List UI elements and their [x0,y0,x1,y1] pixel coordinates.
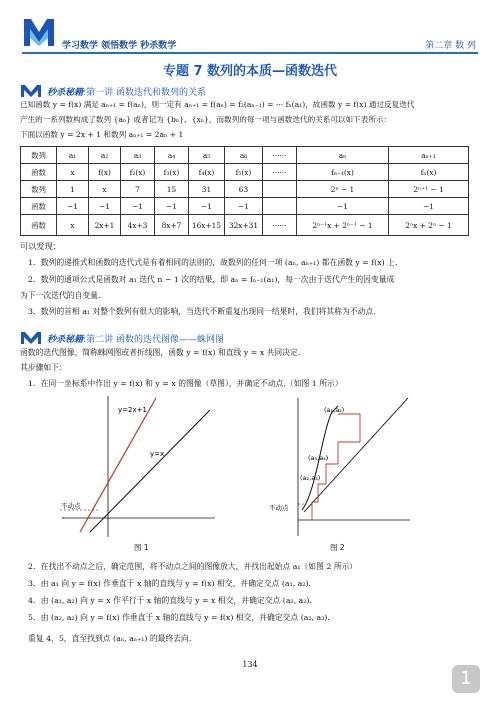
section2-brand: 秒杀秘籍 [47,335,84,345]
page-title: 专题 7 数列的本质—函数迭代 [162,64,338,79]
fig1-label-line2: y=x [150,450,165,458]
section2-header [20,327,225,345]
cobweb-steps-lead: 其步骤如下： [20,363,67,372]
table-cell: −1 [155,198,189,215]
cobweb-step-4: 4．由 (a₁, a₂) 向 y = x 作平行于 x 轴的直线与 y = x 相交，并确定交点 (a₂, a₂). [28,596,312,605]
brand-m-icon [20,84,42,98]
table-cell [263,198,297,215]
table-cell: 2ⁿ⁺¹ − 1 [389,181,469,198]
cobweb-step-3: 3．由 a₁ 向 y = f(x) 作垂直于 x 轴的直线与 y = f(x) 相交，并确定交点 (a₁, a₂). [28,579,311,588]
figure-1 [60,392,220,540]
table-cell: 2ⁿx + 2ⁿ − 1 [389,215,469,236]
intro-line2: 产生的一系列数构成了数列 {aₙ} 或者记为 {bₙ}、{xₙ}，而数列的每一项与函数迭代的关系可以如下表所示： [20,115,392,124]
table-cell: f₅(x) [225,164,263,181]
fig2-label-p3: (a₂,a₃) [300,474,321,482]
table-cell: 16x+15 [189,215,225,236]
table-cell: −1 [189,198,225,215]
table-row [21,181,469,198]
table-cell: 4x+3 [121,215,155,236]
table-cell: 2ⁿ⁻¹x + 2ⁿ⁻¹ − 1 [297,215,389,236]
fig1-caption: 图 1 [134,543,149,552]
sequence-function-table [20,146,469,236]
cobweb-step-1: 1．在同一坐标系中作出 y = f(x) 和 y = x 的图像（草图），并确定不动点.（如图 1 所示） [28,379,343,388]
brand-m-icon [20,331,42,345]
finding-2a: 2．数列的通项公式是函数对 a₁ 迭代 n − 1 次的结果，即 aₙ = fₙ₋₁(a₁)，每一次由于迭代产生的因变量成 [28,275,395,284]
page-number: 134 [242,660,258,669]
table-cell: 2x+1 [89,215,121,236]
section2-heading: :第二讲 函数的迭代图像——蛛网图 [83,335,225,345]
table-cell: −1 [57,198,89,215]
table-cell: 15 [155,181,189,198]
table-row [21,164,469,181]
fig2-caption: 图 2 [330,543,345,552]
table-cell: a₂ [89,147,121,164]
table-row [21,198,469,215]
table-cell: f₄(x) [189,164,225,181]
table-cell: f₃(x) [155,164,189,181]
table-row [21,147,469,164]
finding-1: 1．数列的递推式和函数的迭代式是有着相同的法则的，故数列的任何一项 (aₙ, aₙ₊₁) 都在函数 y = f(x) 上. [28,258,398,267]
fig2-label-p1: (a₁,a₂) [324,406,345,414]
table-cell [263,181,297,198]
table-cell: a₄ [155,147,189,164]
table-row [21,215,469,236]
table-cell: fₙ₋₁(x) [297,164,389,181]
logo-mark-icon [22,16,56,48]
table-cell: 31 [189,181,225,198]
table-cell: fₙ(x) [389,164,469,181]
table-cell: aₙ₊₁ [389,147,469,164]
table-cell: aₙ [297,147,389,164]
findings-lead: 可以发现： [20,241,61,251]
page-badge: 1 [452,665,480,693]
cobweb-intro: 函数的迭代图像，简称蛛网图或者折线图，函数 y = f(x) 和直线 y = x 共同决定. [20,348,301,357]
table-cell: ······ [263,215,297,236]
table-cell: 7 [121,181,155,198]
table-cell: 函数 [21,198,57,215]
fig2-label-p2: (a₃,a₄) [308,454,329,462]
cobweb-repeat: 重复 4，5，直至找到点 (aₙ, aₙ₊₁) 的最终去向. [28,634,192,643]
header-chapter: 第二章 数 列 [425,41,476,51]
table-cell: a₃ [121,147,155,164]
table-cell: f(x) [89,164,121,181]
table-cell: −1 [225,198,263,215]
finding-3: 3．数列的首相 a₁ 对整个数列有很大的影响，当迭代不断重复出现同一结果时，我们将其称为不动点. [28,307,376,316]
figure-2 [268,392,416,540]
table-cell: 8x+7 [155,215,189,236]
table-cell: x [89,181,121,198]
table-cell: f₂(x) [121,164,155,181]
table-cell: a₅ [189,147,225,164]
table-cell: x [57,164,89,181]
intro-line1: 已知函数 y = f(x) 满足 aₙ₊₁ = f(aₙ)，则一定有 aₙ₊₁ = f(aₙ) = f₂(aₙ₋₁) = ··· fₙ(a₁)，故函数 y = f(x) 通过反复迭代 [20,100,415,109]
table-cell: 63 [225,181,263,198]
section1-brand: 秒杀秘籍 [47,88,84,98]
table-cell: −1 [389,198,469,215]
fig1-label-line1: y=2x+1 [118,406,147,414]
table-cell: 1 [57,181,89,198]
table-cell: a₆ [225,147,263,164]
table-cell: −1 [89,198,121,215]
fig1-label-fixed: 不动点 [61,502,81,510]
table-cell: 函数 [21,215,57,236]
table-cell: x [57,215,89,236]
intro-line3: 下面以函数 y = 2x + 1 和数列 aₙ₊₁ = 2aₙ + 1 [20,130,184,139]
header-divider [22,52,478,54]
table-cell: −1 [121,198,155,215]
section1-header [20,80,207,98]
fig1-line-2x-plus-1 [80,398,156,532]
cobweb-step-2: 2．在找出不动点之后，确定范围，将不动点之间的图像放大，并找出起始点 a₁（如图 2 所示） [28,562,358,571]
table-cell: 2ⁿ − 1 [297,181,389,198]
finding-2b: 为下一次迭代的自变量. [20,291,101,300]
table-cell: −1 [297,198,389,215]
header-slogan: 学习数学 领悟数学 秒杀数学 [62,41,177,51]
table-cell: 32x+31 [225,215,263,236]
table-cell: a₁ [57,147,89,164]
section1-heading: :第一讲 函数迭代和数列的关系 [83,88,207,98]
table-cell: 数列 [21,147,57,164]
cobweb-step-5: 5．由 (a₂, a₂) 向 y = f(x) 作垂直于 x 轴的直线与 y = f(x) 相交，并确定交点 (a₂, a₃). [28,613,330,622]
fig2-label-fixed: 不动点 [269,504,289,512]
fig2-cobweb [312,414,360,520]
table-cell: 函数 [21,164,57,181]
logo [22,16,56,48]
table-cell: ······ [263,164,297,181]
table-cell: ······ [263,147,297,164]
table-cell: 数列 [21,181,57,198]
